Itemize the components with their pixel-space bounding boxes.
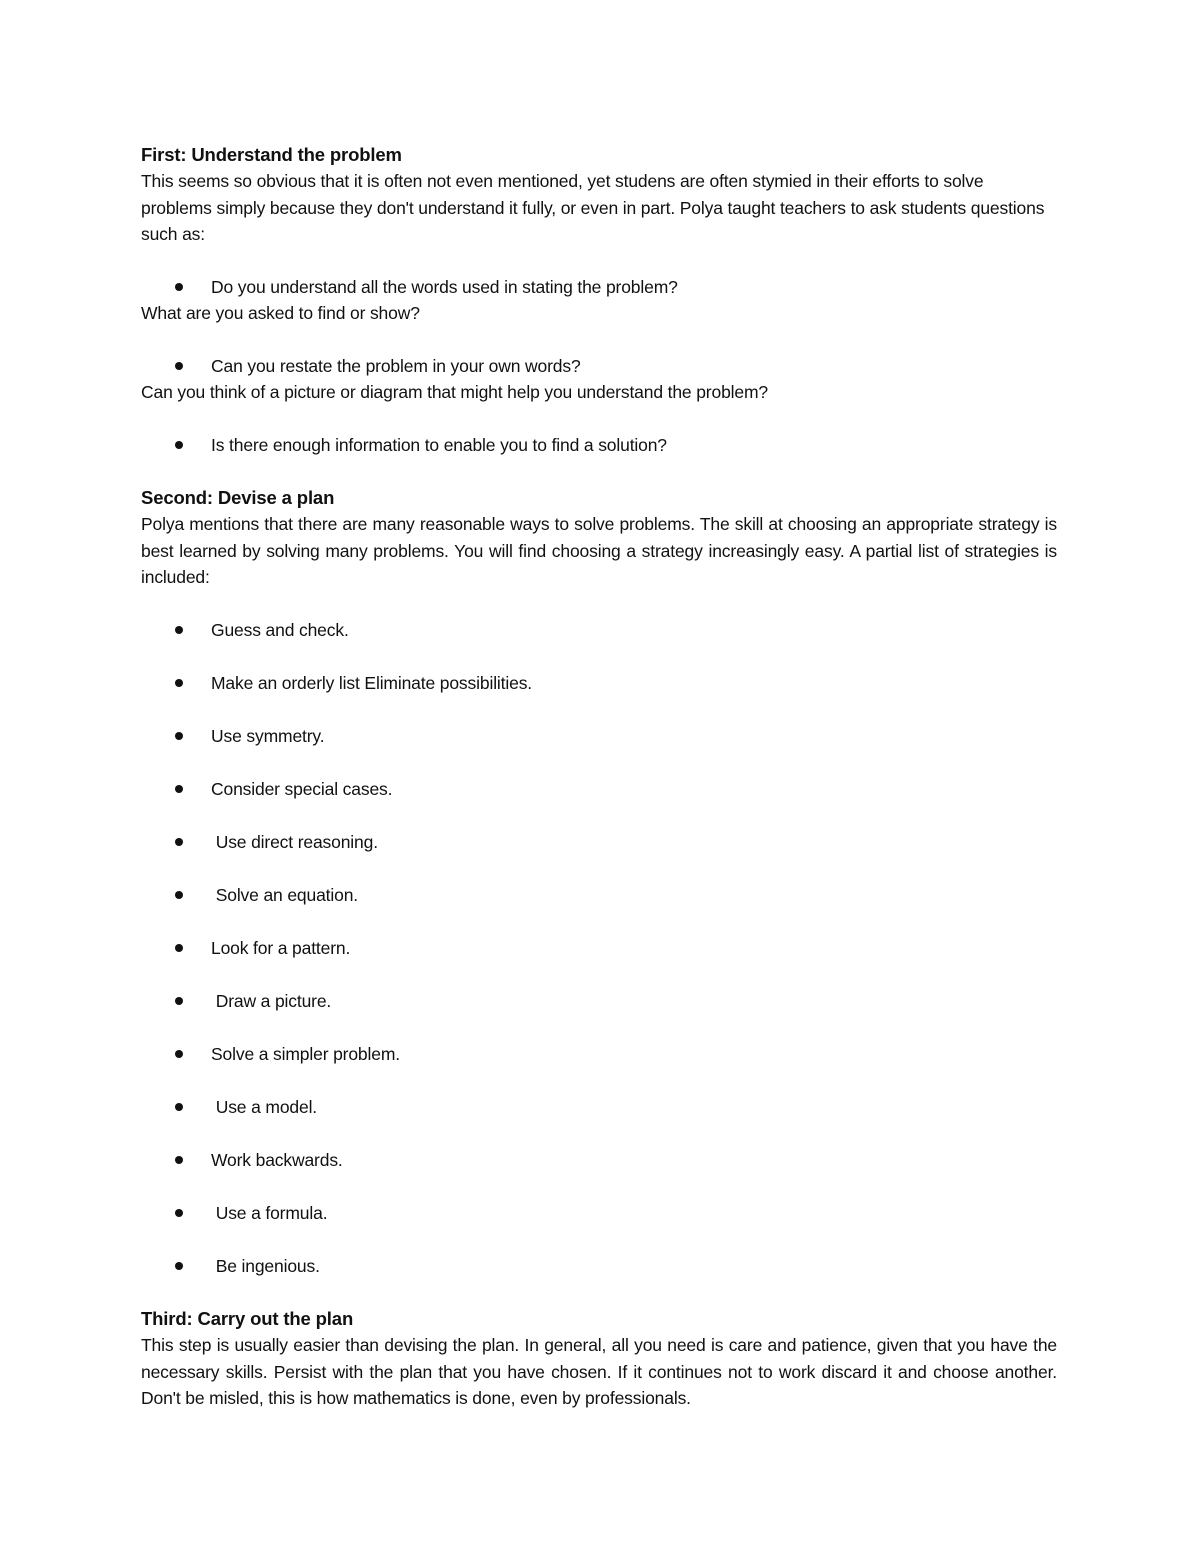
bullet-dot-icon xyxy=(175,944,183,952)
strategy-text: Make an orderly list Eliminate possibilities. xyxy=(211,672,533,693)
bullet-item xyxy=(141,432,1057,459)
strategy-text: Solve a simpler problem. xyxy=(211,1043,400,1064)
bullet-dot-icon xyxy=(175,626,183,634)
list-item xyxy=(141,1253,1057,1280)
strategy-text: Consider special cases. xyxy=(211,778,393,799)
strategy-text: Guess and check. xyxy=(211,619,349,640)
strategy-text: Be ingenious. xyxy=(211,1255,320,1276)
list-item xyxy=(141,670,1057,697)
list-item xyxy=(141,1147,1057,1174)
bullet-dot-icon xyxy=(175,362,183,370)
heading-carry-out: Third: Carry out the plan xyxy=(141,1308,354,1329)
heading-understand: First: Understand the problem xyxy=(141,144,402,165)
strategy-text: Look for a pattern. xyxy=(211,937,351,958)
bullet-dot-icon xyxy=(175,1103,183,1111)
bullet-text: Can you restate the problem in your own words? xyxy=(211,355,581,376)
section-understand xyxy=(141,141,1057,458)
bullet-text: Do you understand all the words used in stating the problem? xyxy=(211,276,678,297)
list-item xyxy=(141,617,1057,644)
list-item xyxy=(141,723,1057,750)
bullet-dot-icon xyxy=(175,1262,183,1270)
bullet-dot-icon xyxy=(175,997,183,1005)
list-item xyxy=(141,988,1057,1015)
bullet-dot-icon xyxy=(175,732,183,740)
bullet-dot-icon xyxy=(175,441,183,449)
strategy-text: Use direct reasoning. xyxy=(211,831,378,852)
list-item xyxy=(141,776,1057,803)
bullet-item xyxy=(141,274,1057,301)
list-item xyxy=(141,1200,1057,1227)
list-item xyxy=(141,1094,1057,1121)
list-item xyxy=(141,935,1057,962)
body-carry-out: This step is usually easier than devising the plan. In general, all you need is care and patience, given that you have the necessary skills. Persist with the plan that you have chosen. If it continues not to work discard it and choose another. Don't be misled, this is how mathematics is done, even by professionals. xyxy=(141,1335,1057,1408)
list-item xyxy=(141,1041,1057,1068)
intro-understand: This seems so obvious that it is often not even mentioned, yet studens are often stymied in their efforts to solve problems simply because they don't understand it fully, or even in part. Polya taught teachers to ask students questions such as: xyxy=(141,171,1045,244)
intro-devise: Polya mentions that there are many reasonable ways to solve problems. The skill at choosing an appropriate strategy is best learned by solving many problems. You will find choosing a strategy increasingly easy. A partial list of strategies is included: xyxy=(141,514,1057,587)
strategy-text: Work backwards. xyxy=(211,1149,343,1170)
bullet-dot-icon xyxy=(175,283,183,291)
bullet-dot-icon xyxy=(175,1156,183,1164)
section-carry-out xyxy=(141,1305,1057,1412)
list-item xyxy=(141,829,1057,856)
strategy-text: Use a formula. xyxy=(211,1202,328,1223)
bullet-dot-icon xyxy=(175,891,183,899)
bullet-dot-icon xyxy=(175,785,183,793)
bullet-dot-icon xyxy=(175,838,183,846)
bullet-text: Is there enough information to enable you to find a solution? xyxy=(211,434,667,455)
bullet-item xyxy=(141,353,1057,380)
bullet-dot-icon xyxy=(175,679,183,687)
strategy-list xyxy=(141,617,1057,1280)
bullet-dot-icon xyxy=(175,1209,183,1217)
strategy-text: Use symmetry. xyxy=(211,725,325,746)
document-page xyxy=(141,141,1057,1412)
strategy-text: Draw a picture. xyxy=(211,990,332,1011)
list-item xyxy=(141,882,1057,909)
question-line: What are you asked to find or show? xyxy=(141,303,420,323)
bullet-dot-icon xyxy=(175,1050,183,1058)
strategy-text: Use a model. xyxy=(211,1096,318,1117)
strategy-text: Solve an equation. xyxy=(211,884,358,905)
heading-devise: Second: Devise a plan xyxy=(141,487,335,508)
section-devise xyxy=(141,484,1057,1279)
question-line: Can you think of a picture or diagram that might help you understand the problem? xyxy=(141,382,768,402)
